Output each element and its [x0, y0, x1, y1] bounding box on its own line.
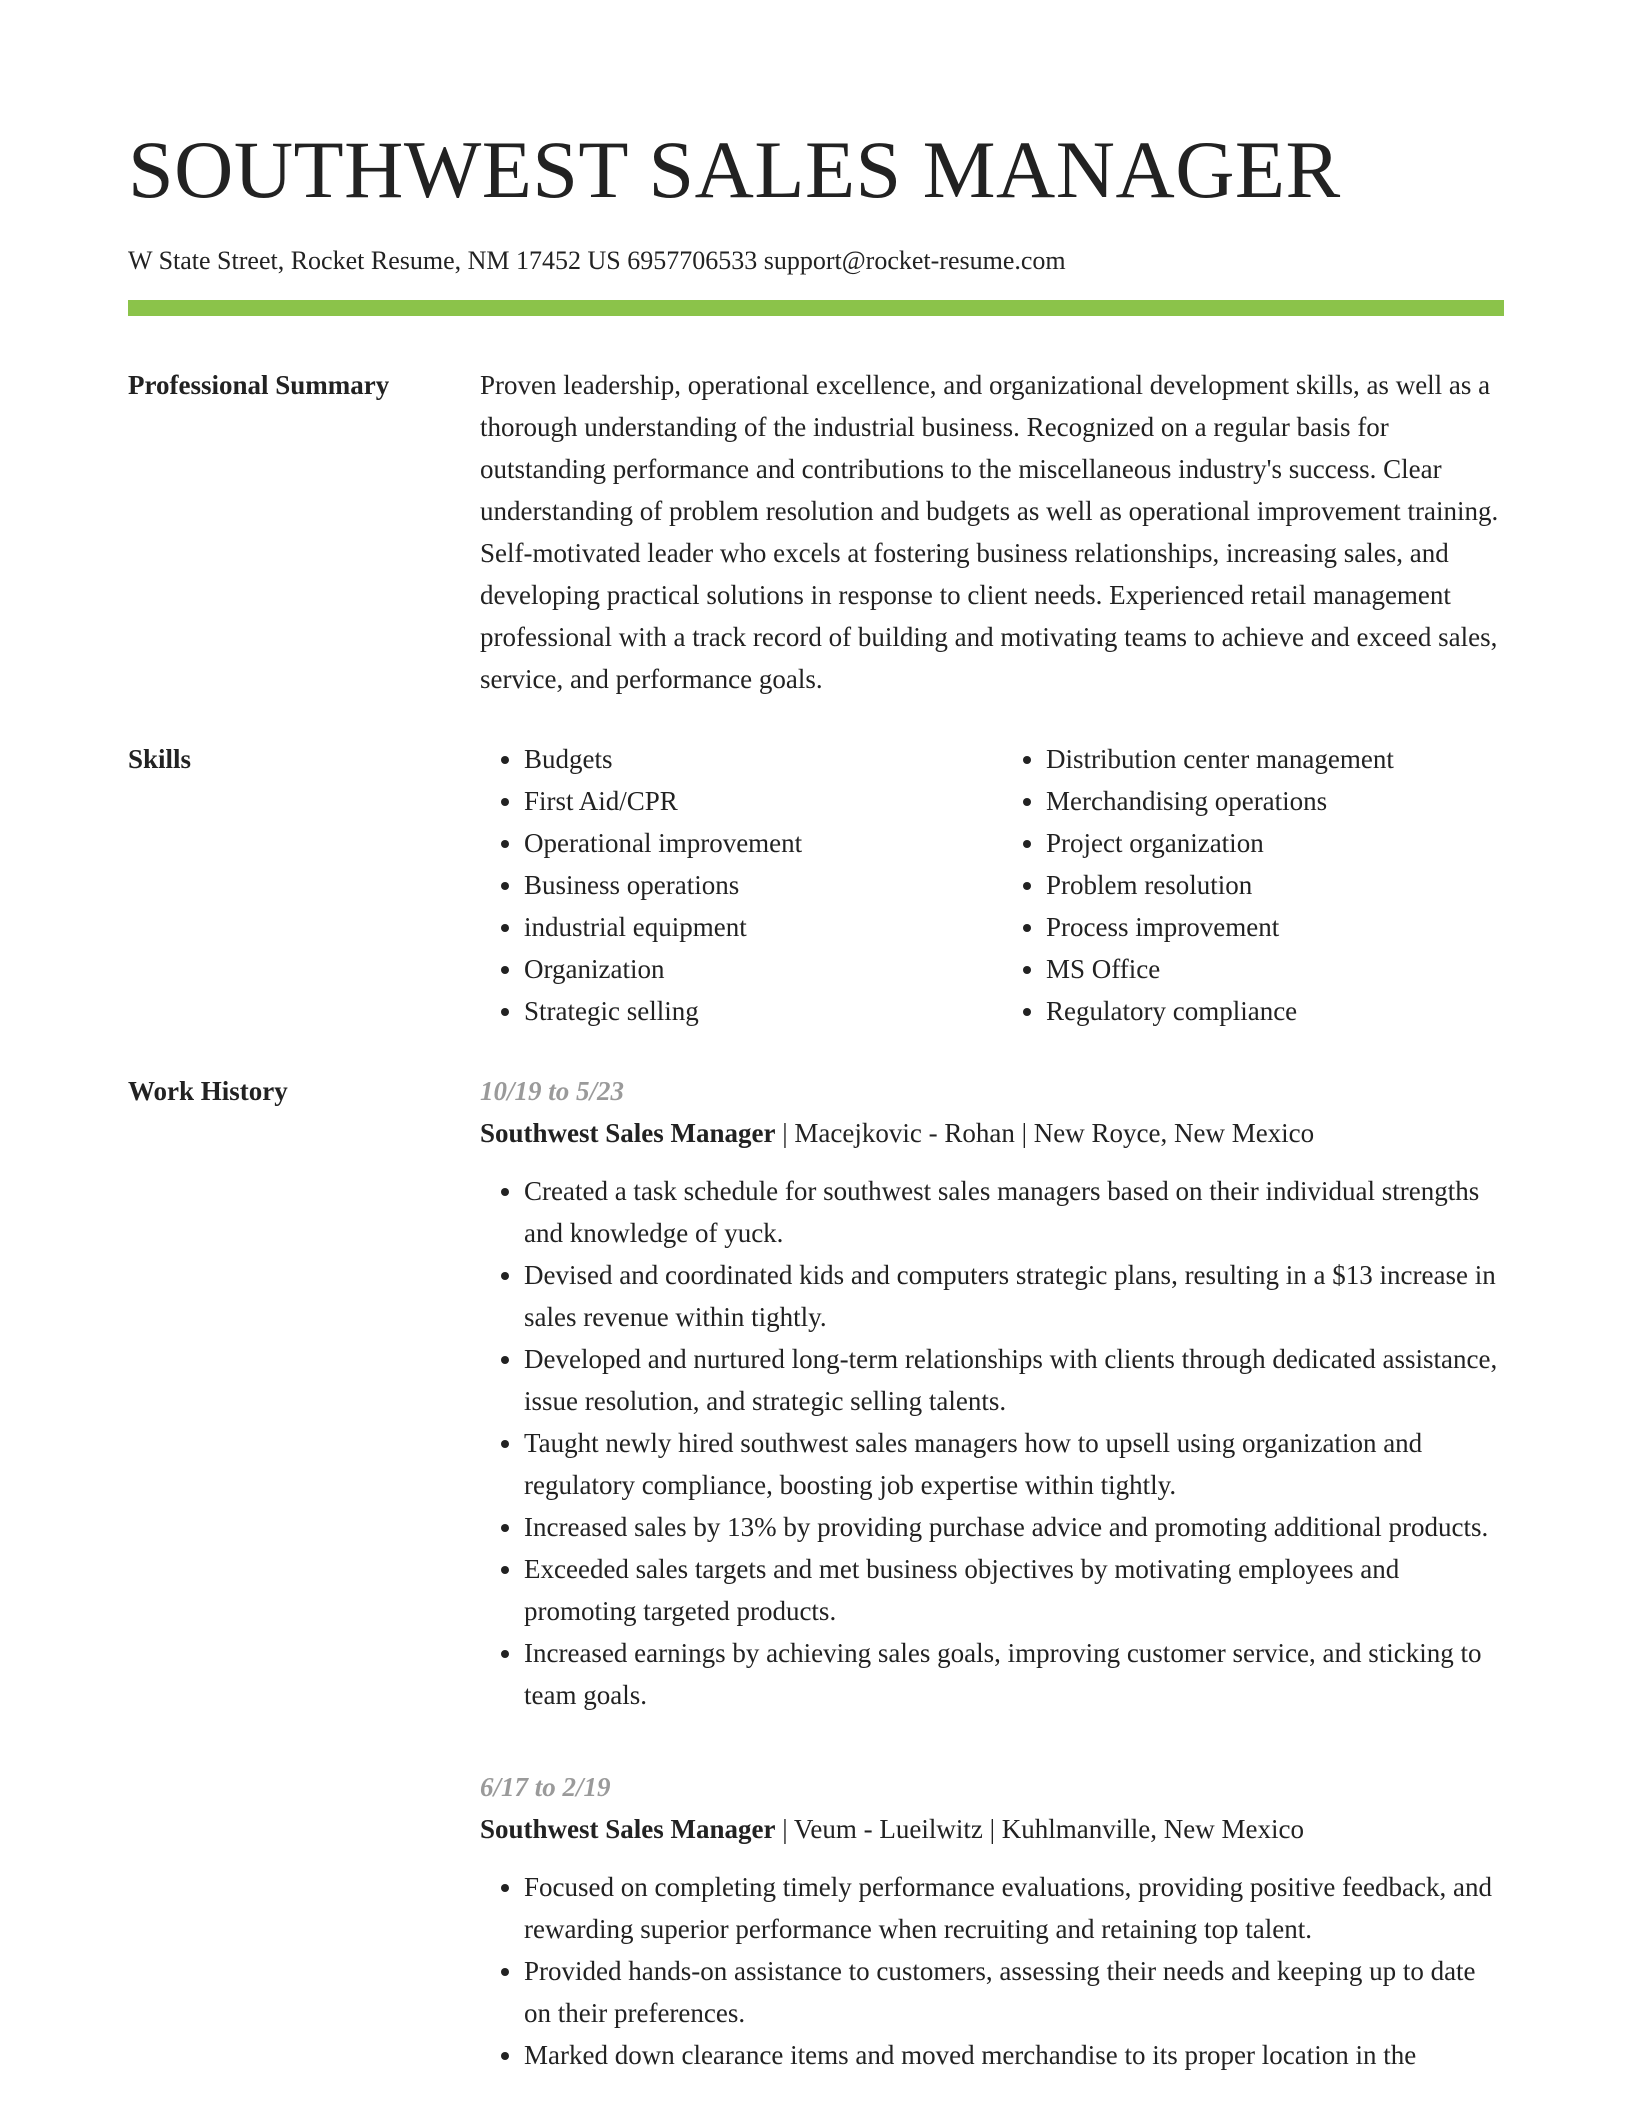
contact-line: W State Street, Rocket Resume, NM 17452 US 6957706533 support@rocket-resume.com [128, 246, 1066, 275]
job-bullet: • Marked down clearance items and moved merchandise to its proper location in the [524, 2034, 1504, 2076]
skills-section [128, 738, 1504, 1032]
skill-item: • First Aid/CPR [524, 780, 982, 822]
job-bullet: • Created a task schedule for southwest sales managers based on their individual strengths and knowledge of yuck. [524, 1170, 1504, 1254]
job-dates: 10/19 to 5/23 [480, 1076, 625, 1106]
job-location: Kuhlmanville, New Mexico [1001, 1814, 1304, 1844]
skill-item: • Operational improvement [524, 822, 982, 864]
job-company: Macejkovic - Rohan [794, 1118, 1015, 1148]
skill-item: • Problem resolution [1046, 864, 1504, 906]
job-bullet: • Provided hands-on assistance to customers, assessing their needs and keeping up to date on their preferences. [524, 1950, 1504, 2034]
summary-text: Proven leadership, operational excellence, and organizational development skills, as well as a thorough understanding of the industrial business. Recognized on a regular basis for outstanding performance and contributions to the miscellaneous industry's success. Clear understanding of problem resolution and budgets as well as operational improvement training. Self-motivated leader who excels at fostering business relationships, increasing sales, and developing practical solutions in response to client needs. Experienced retail management professional with a track record of building and motivating teams to achieve and exceed sales, service, and performance goals. [480, 370, 1499, 694]
job-bullet: • Increased sales by 13% by providing purchase advice and promoting additional products. [524, 1506, 1504, 1548]
job-bullet: • Focused on completing timely performance evaluations, providing positive feedback, and rewarding superior performance when recruiting and retaining top talent. [524, 1866, 1504, 1950]
job-title: Southwest Sales Manager [480, 1814, 776, 1844]
resume-page [128, 0, 1504, 2126]
header-divider [128, 300, 1504, 316]
job-entry [480, 1070, 1504, 1716]
skill-item: • Budgets [524, 738, 982, 780]
job-title-line [480, 1112, 1504, 1154]
job-dates: 6/17 to 2/19 [480, 1772, 611, 1802]
resume-name: SOUTHWEST SALES MANAGER [128, 124, 1341, 215]
skills-list-right [1002, 738, 1504, 1032]
job-title: Southwest Sales Manager [480, 1118, 776, 1148]
separator: | [775, 1814, 794, 1844]
skill-item: • Regulatory compliance [1046, 990, 1504, 1032]
summary-section [128, 364, 1504, 700]
skill-item: • MS Office [1046, 948, 1504, 990]
skill-item: • Process improvement [1046, 906, 1504, 948]
job-entry [480, 1766, 1504, 2076]
job-location: New Royce, New Mexico [1033, 1118, 1315, 1148]
skills-list-left [480, 738, 982, 1032]
skill-item: • Organization [524, 948, 982, 990]
job-list [480, 1070, 1504, 2126]
job-bullet: • Devised and coordinated kids and computers strategic plans, resulting in a $13 increase in sales revenue within tightly. [524, 1254, 1504, 1338]
job-bullet: • Increased earnings by achieving sales goals, improving customer service, and sticking to team goals. [524, 1632, 1504, 1716]
skill-item: • Merchandising operations [1046, 780, 1504, 822]
job-bullet: • Exceeded sales targets and met business objectives by motivating employees and promoting targeted products. [524, 1548, 1504, 1632]
work-history-heading: Work History [128, 1076, 288, 1106]
summary-heading: Professional Summary [128, 370, 390, 400]
job-bullets [480, 1170, 1504, 1716]
skill-item: • Strategic selling [524, 990, 982, 1032]
skill-item: • Business operations [524, 864, 982, 906]
job-title-line [480, 1808, 1504, 1850]
separator: | [982, 1814, 1002, 1844]
job-bullet: • Taught newly hired southwest sales managers how to upsell using organization and regulatory compliance, boosting job expertise within tightly. [524, 1422, 1504, 1506]
separator: | [775, 1118, 795, 1148]
skill-item: • Project organization [1046, 822, 1504, 864]
skill-item: • industrial equipment [524, 906, 982, 948]
separator: | [1014, 1118, 1034, 1148]
skill-item: • Distribution center management [1046, 738, 1504, 780]
skills-heading: Skills [128, 744, 192, 774]
job-bullets [480, 1866, 1504, 2076]
job-company: Veum - Lueilwitz [793, 1814, 983, 1844]
job-bullet: • Developed and nurtured long-term relationships with clients through dedicated assistance, issue resolution, and strategic selling talents. [524, 1338, 1504, 1422]
work-history-section [128, 1070, 1504, 2126]
